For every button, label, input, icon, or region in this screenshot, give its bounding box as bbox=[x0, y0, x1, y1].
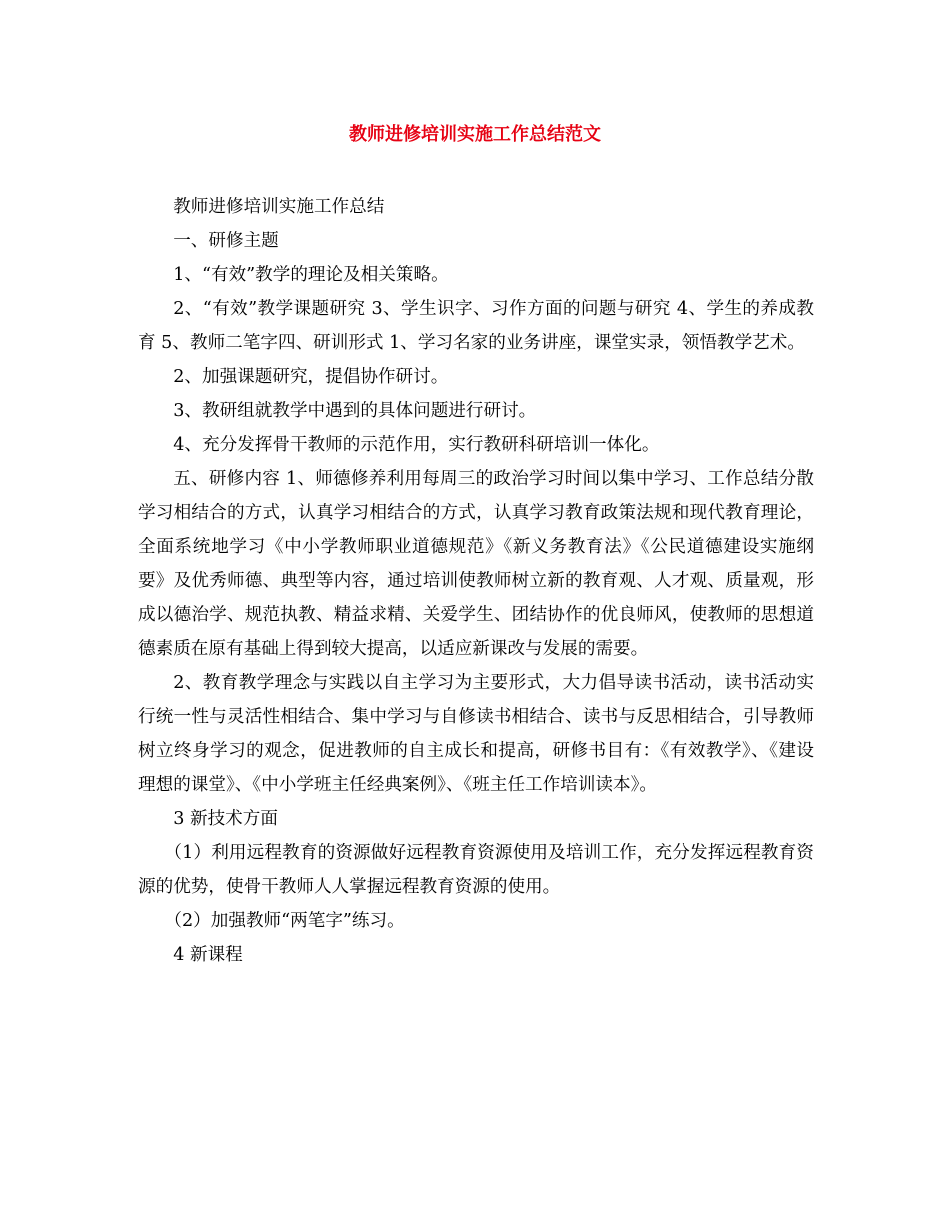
paragraph: 五、研修内容 1、师德修养利用每周三的政治学习时间以集中学习、工作总结分散学习相结合的方式，认真学习相结合的方式，认真学习教育政策法规和现代教育理论，全面系统地学习《中小学教师职业道德规范》《新义务教育法》《公民道德建设实施纲要》及优秀师德、典型等内容，通过培训使教师树立新的教育观、人才观、质量观，形成以德治学、规范执教、精益求精、关爱学生、团结协作的优良师风，使教师的思想道德素质在原有基础上得到较大提高，以适应新课改与发展的需要。 bbox=[138, 469, 814, 659]
paragraph: 4、充分发挥骨干教师的示范作用，实行教研科研培训一体化。 bbox=[173, 435, 660, 455]
paragraph: 2、加强课题研究，提倡协作研讨。 bbox=[173, 367, 449, 387]
paragraph: （2）加强教师“两笔字”练习。 bbox=[164, 911, 405, 931]
paragraph: 3 新技术方面 bbox=[173, 809, 278, 829]
document-body bbox=[138, 190, 814, 972]
paragraph: 2、教育教学理念与实践以自主学习为主要形式，大力倡导读书活动，读书活动实行统一性与灵活性相结合、集中学习与自修读书相结合、读书与反思相结合，引导教师树立终身学习的观念，促进教师的自主成长和提高，研修书目有：《有效教学》、《建设理想的课堂》、《中小学班主任经典案例》、《班主任工作培训读本》。 bbox=[138, 673, 814, 795]
paragraph: 4 新课程 bbox=[173, 945, 243, 965]
paragraph: 一、研修主题 bbox=[173, 231, 279, 251]
paragraph: 3、教研组就教学中遇到的具体问题进行研讨。 bbox=[173, 401, 537, 421]
paragraph: 1、“有效”教学的理论及相关策略。 bbox=[173, 265, 449, 285]
paragraph: 2、“有效”教学课题研究 3、学生识字、习作方面的问题与研究 4、学生的养成教育 5、教师二笔字四、研训形式 1、学习名家的业务讲座，课堂实录，领悟教学艺术。 bbox=[138, 299, 814, 353]
paragraph: （1）利用远程教育的资源做好远程教育资源使用及培训工作，充分发挥远程教育资源的优势，使骨干教师人人掌握远程教育资源的使用。 bbox=[138, 843, 814, 897]
document-title: 教师进修培训实施工作总结范文 bbox=[349, 124, 601, 145]
paragraph: 教师进修培训实施工作总结 bbox=[173, 197, 385, 217]
